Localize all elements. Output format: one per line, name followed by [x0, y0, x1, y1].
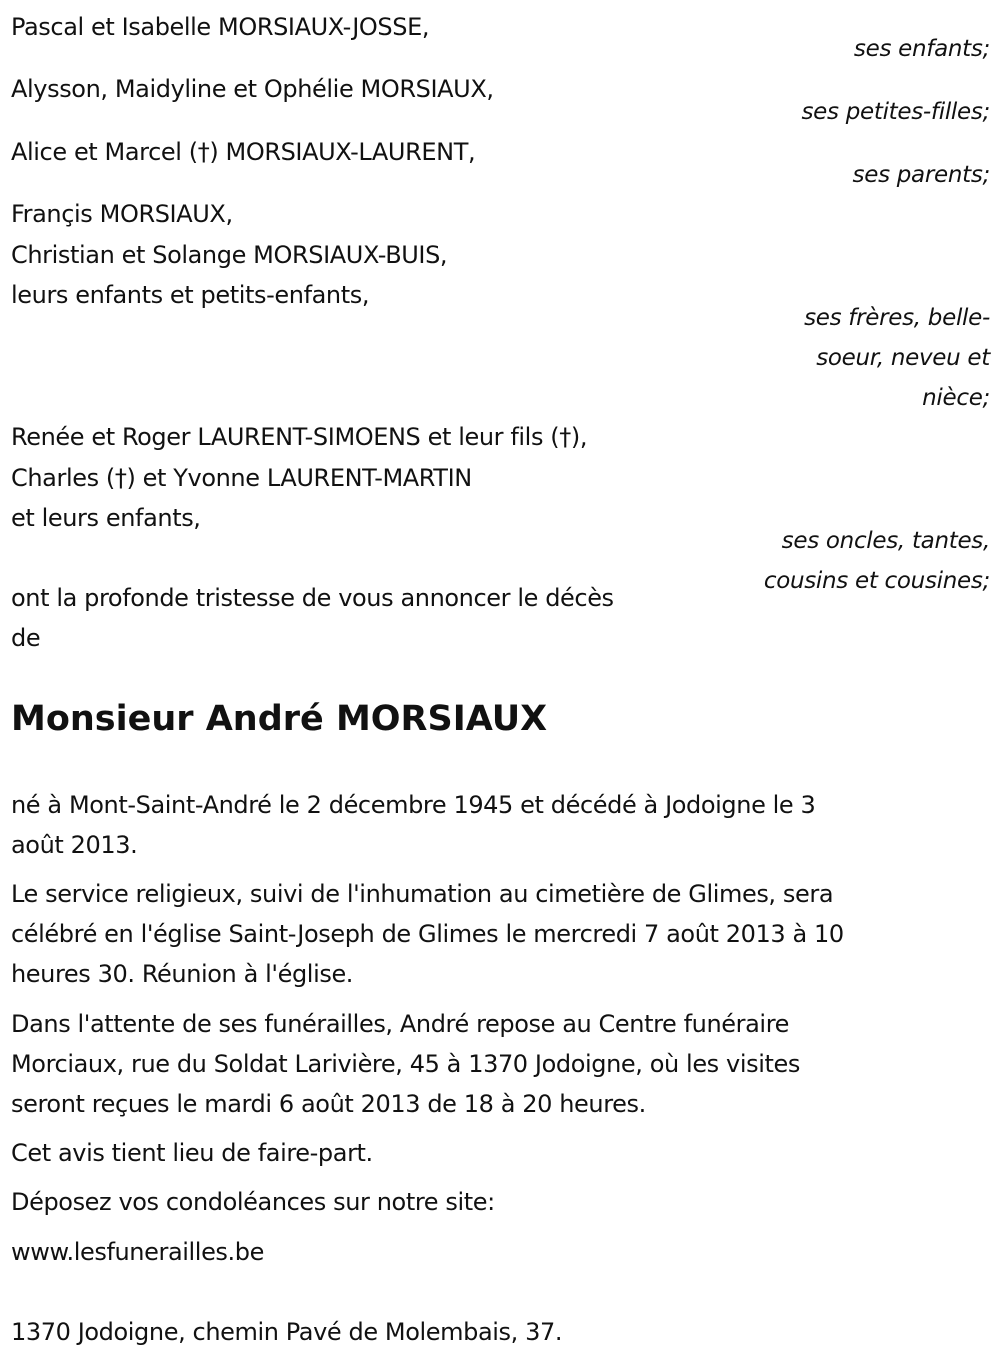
birth-death-line: né à Mont-Saint-André le 2 décembre 1945 et décédé à Jodoigne le 3 — [11, 791, 816, 819]
uncles-line: et leurs enfants, — [11, 504, 201, 532]
uncles-relation: ses oncles, tantes, — [781, 528, 990, 554]
website-link[interactable]: www.lesfunerailles.be — [11, 1238, 264, 1266]
deceased-name: Monsieur André MORSIAUX — [11, 699, 548, 739]
uncles-relation: cousins et cousines; — [763, 568, 990, 594]
sibling-line: Christian et Solange MORSIAUX-BUIS, — [11, 241, 448, 269]
address-text: 1370 Jodoigne, chemin Pavé de Molembais, 37. — [11, 1318, 563, 1346]
notice-text: Cet avis tient lieu de faire-part. — [11, 1139, 373, 1167]
service-line: heures 30. Réunion à l'église. — [11, 960, 354, 988]
granddaughters-relation: ses petites-filles; — [801, 99, 990, 125]
granddaughters-names: Alysson, Maidyline et Ophélie MORSIAUX, — [11, 75, 494, 103]
uncles-line: Charles (†) et Yvonne LAURENT-MARTIN — [11, 464, 472, 492]
sibling-line: leurs enfants et petits-enfants, — [11, 281, 370, 309]
sibling-line: Françis MORSIAUX, — [11, 200, 233, 228]
service-line: célébré en l'église Saint-Joseph de Glimes le mercredi 7 août 2013 à 10 — [11, 920, 844, 948]
parents-relation: ses parents; — [852, 162, 990, 188]
siblings-relation: nièce; — [922, 385, 990, 411]
visitation-line: seront reçues le mardi 6 août 2013 de 18 à 20 heures. — [11, 1090, 646, 1118]
siblings-relation: ses frères, belle- — [804, 305, 990, 331]
announcement-line: de — [11, 624, 41, 652]
uncles-line: Renée et Roger LAURENT-SIMOENS et leur fils (†), — [11, 423, 588, 451]
children-names: Pascal et Isabelle MORSIAUX-JOSSE, — [11, 13, 430, 41]
visitation-line: Morciaux, rue du Soldat Larivière, 45 à 1370 Jodoigne, où les visites — [11, 1050, 800, 1078]
parents-names: Alice et Marcel (†) MORSIAUX-LAURENT, — [11, 138, 476, 166]
visitation-line: Dans l'attente de ses funérailles, André repose au Centre funéraire — [11, 1010, 790, 1038]
condolences-text: Déposez vos condoléances sur notre site: — [11, 1188, 495, 1216]
siblings-relation: soeur, neveu et — [816, 345, 990, 371]
children-relation: ses enfants; — [853, 36, 990, 62]
birth-death-line: août 2013. — [11, 831, 138, 859]
service-line: Le service religieux, suivi de l'inhumation au cimetière de Glimes, sera — [11, 880, 834, 908]
announcement-line: ont la profonde tristesse de vous annoncer le décès — [11, 584, 614, 612]
